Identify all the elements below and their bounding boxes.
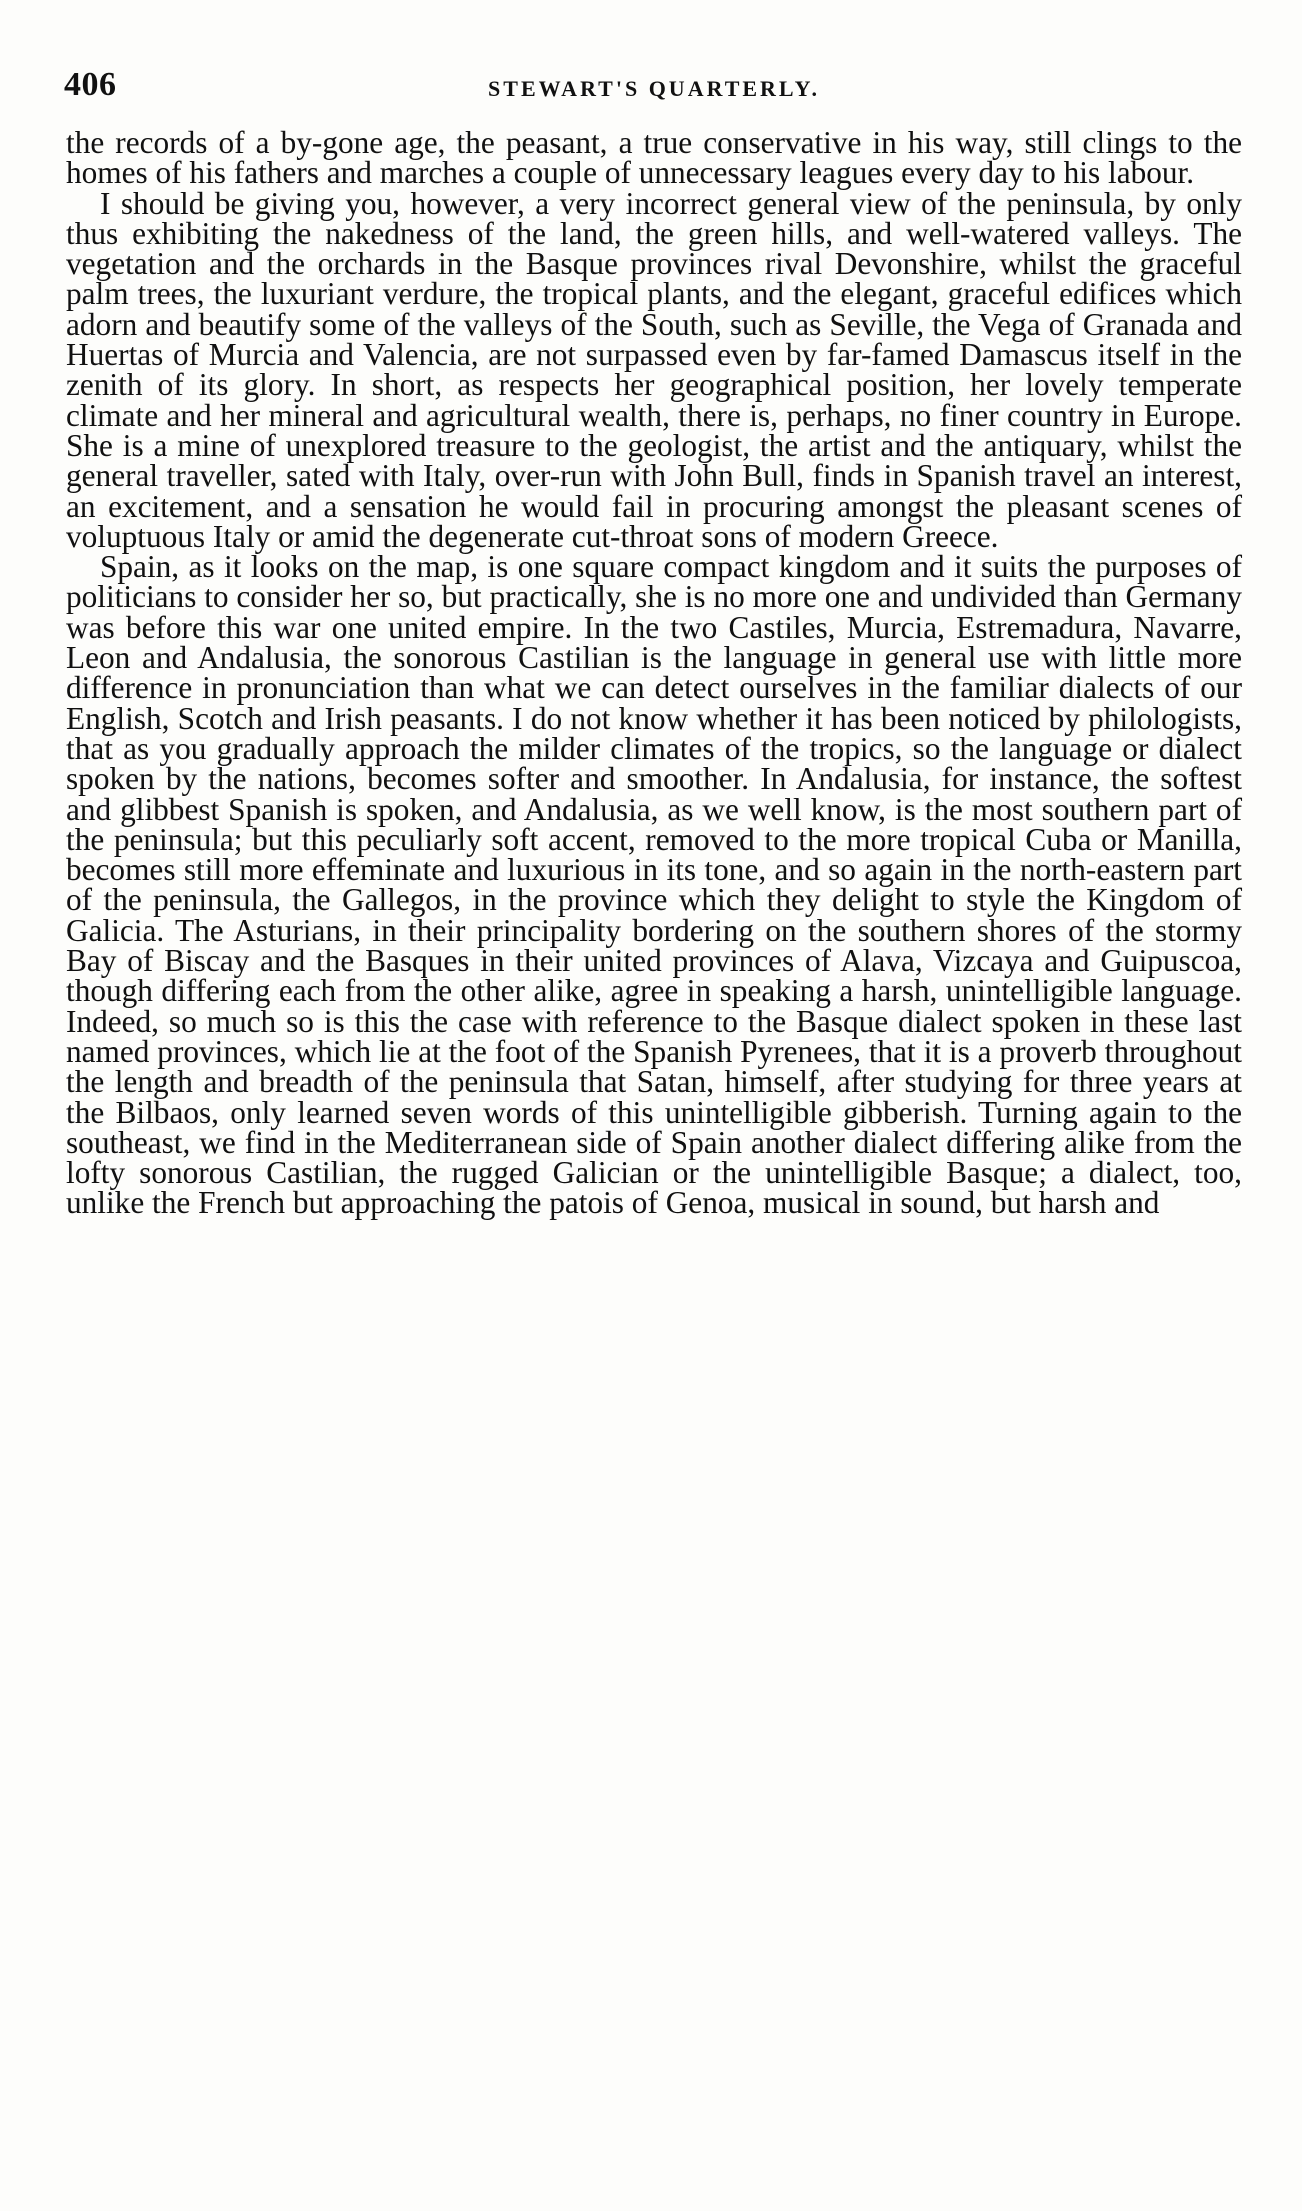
running-head: STEWART'S QUARTERLY. xyxy=(488,76,820,101)
page-number: 406 xyxy=(64,66,117,103)
paragraph-continuation: the records of a by-gone age, the peasant, a true conservative in his way, still clings to the homes of his fathers and marches a couple of unnecessary leagues every day to his labour. xyxy=(66,125,1242,191)
page-header xyxy=(64,66,1244,110)
body-text xyxy=(66,125,1242,1221)
paragraph-vegetation: I should be giving you, however, a very incorrect general view of the peninsula, by only thus exhibiting the nakedness of the land, the green hills, and well-watered valleys. The vegetation and the orchards in the Basque provinces rival Devonshire, whilst the graceful palm trees, the luxuriant verdure, the tropical plants, and the elegant, graceful edifices which adorn and beautify some of the valleys of the South, such as Seville, the Vega of Granada and Huertas of Murcia and Valencia, are not surpassed even by far-famed Damascus itself in the zenith of its glory. In short, as respects her geographical position, her lovely temperate climate and her mineral and agricultural wealth, there is, perhaps, no finer country in Europe. She is a mine of unexplored treasure to the geologist, the artist and the antiquary, whilst the general traveller, sated with Italy, over-run with John Bull, finds in Spanish travel an interest, an excitement, and a sensation he would fail in procuring amongst the pleasant scenes of voluptuous Italy or amid the degenerate cut-throat sons of modern Greece. xyxy=(66,185,1242,554)
paragraph-dialects: Spain, as it looks on the map, is one square compact kingdom and it suits the purposes of politicians to consider her so, but practically, she is no more one and undivided than Germany was before this war one united empire. In the two Castiles, Murcia, Estremadura, Navarre, Leon and Andalusia, the sonorous Castilian is the language in general use with little more difference in pronunciation than what we can detect ourselves in the familiar dialects of our English, Scotch and Irish peasants. I do not know whether it has been noticed by philologists, that as you gradually approach the milder climates of the tropics, so the language or dialect spoken by the nations, becomes softer and smoother. In Andalusia, for instance, the softest and glibbest Spanish is spoken, and Andalusia, as we well know, is the most southern part of the peninsula; but this peculiarly soft accent, removed to the more tropical Cuba or Manilla, becomes still more effeminate and luxurious in its tone, and so again in the north-eastern part of the peninsula, the Gallegos, in the province which they delight to style the Kingdom of Galicia. The Asturians, in their principality bordering on the southern shores of the stormy Bay of Biscay and the Basques in their united provinces of Alava, Vizcaya and Guipuscoa, though differing each from the other alike, agree in speaking a harsh, unintelligible language. Indeed, so much so is this the case with reference to the Basque dialect spoken in these last named provinces, which lie at the foot of the Spanish Pyrenees, that it is a proverb throughout the length and breadth of the peninsula that Satan, himself, after studying for three years at the Bilbaos, only learned seven words of this unintelligible gibberish. Turning again to the southeast, we find in the Mediterranean side of Spain another dialect differing alike from the lofty sonorous Castilian, the rugged Galician or the unintelligible Basque; a dialect, too, unlike the French but approaching the patois of Genoa, musical in sound, but harsh and xyxy=(66,549,1242,1221)
